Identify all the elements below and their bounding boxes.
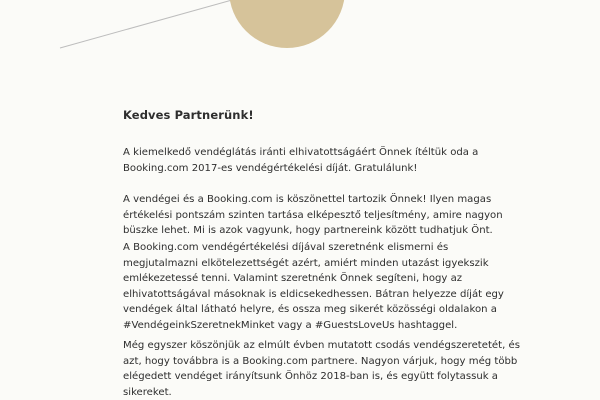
text-line: A kiemelkedő vendéglátás iránti elhivatottságáért Önnek ítéltük oda a	[123, 147, 479, 158]
text-line: emlékezetessé tenni. Valamint szeretnénk Önnek segíteni, hogy az	[123, 273, 463, 285]
paragraph-award	[123, 145, 518, 176]
text-line: azt, hogy továbbra is a Booking.com partnere. Nagyon várjuk, hogy még több	[123, 355, 518, 367]
text-line: A Booking.com vendégértékelési díjával szeretnénk elismerni és	[123, 242, 449, 253]
text-line: vendégek által látható helyre, és ossza meg sikerét közösségi oldalakon a	[123, 304, 497, 316]
gold-seal-emblem	[229, 0, 345, 48]
text-line: értékelési pontszám szinten tartása elképesztő teljesítmény, amire nagyon	[123, 209, 503, 221]
text-line: megjutalmazni elkötelezettségét azért, amiért minden utazást igyekszik	[123, 257, 489, 269]
text-line: büszke lehet. Mi is azok vagyunk, hogy partnereink között tudhatjuk Önt.	[123, 225, 493, 237]
paragraph-thanks	[123, 192, 518, 239]
text-line: #VendégeinkSzeretnekMinket vagy a #GuestsLoveUs hashtaggel.	[123, 319, 458, 331]
paragraph-recognition	[123, 240, 518, 334]
text-line: Még egyszer köszönjük az elmúlt évben mutatott csodás vendégszeretetét, és	[123, 340, 520, 351]
letter-greeting: Kedves Partnerünk!	[123, 108, 254, 122]
text-line: sikereket.	[123, 386, 172, 398]
text-line: Booking.com 2017-es vendégértékelési díját. Gratulálunk!	[123, 162, 418, 174]
text-line: elégedett vendéget irányítsunk Önhöz 2018-ban is, és együtt folytassuk a	[123, 371, 498, 383]
text-line: A vendégei és a Booking.com is köszönettel tartozik Önnek! Ilyen magas	[123, 194, 492, 205]
paragraph-closing	[123, 338, 518, 400]
text-line: elhivatottságával másoknak is eldicsekedhessen. Bátran helyezze díját egy	[123, 288, 504, 300]
fold-line	[60, 0, 232, 48]
